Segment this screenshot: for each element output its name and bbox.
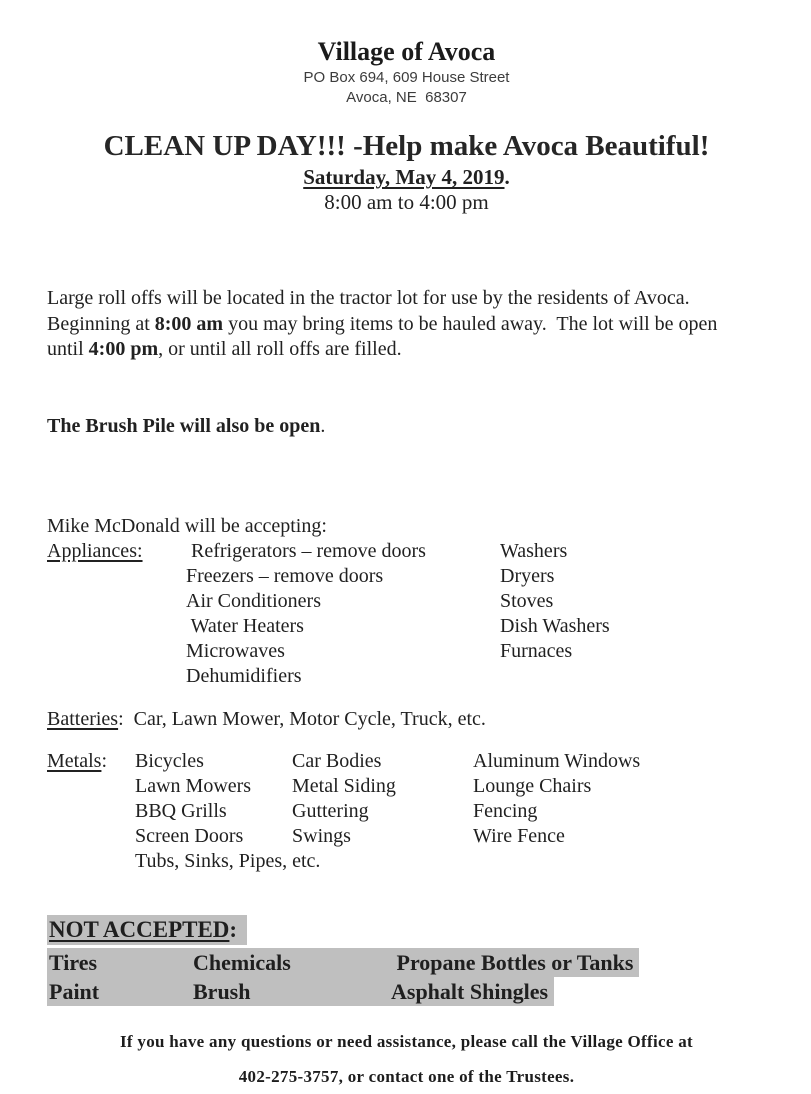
batteries-items: Car, Lawn Mower, Motor Cycle, Truck, etc. [123,708,486,730]
metal-item: Aluminum Windows [473,750,641,772]
spacer [47,849,135,874]
appliance-row [47,539,766,564]
appliance-item: Freezers – remove doors [186,565,384,587]
spacer [47,564,186,589]
footer-line-2: 402-275-3757, or contact one of the Trustees. [238,1067,575,1086]
appliance-item: Stoves [500,590,554,612]
appliances-label-text: Appliances: [47,540,143,562]
not-accepted-label: NOT ACCEPTED [49,917,230,942]
event-date-text: Saturday, May 4, 2019 [303,165,505,189]
not-accepted-item: Paint [49,979,100,1004]
spacer [47,589,186,614]
metals-row [47,749,766,774]
not-accepted-row [47,948,639,977]
spacer [47,639,186,664]
spacer [47,799,135,824]
appliance-item: Washers [500,540,568,562]
intro-seg1: Large roll offs will be located in the tractor lot for use by the residents of Avoca. Beginning at [47,287,700,335]
appliance-item: Water Heaters [186,615,304,637]
metal-item: Screen Doors [135,825,244,847]
intro-paragraph [47,235,749,490]
appliances-label [47,539,186,564]
batteries-colon: : [118,708,124,730]
appliance-row [47,639,766,664]
not-accepted-heading-row [47,915,766,948]
org-name: Village of Avoca [317,37,496,66]
intro-close-time: 4:00 pm [88,338,159,360]
intro-seg3: you may bring items to be hauled away. The lot will be open until [47,312,723,360]
appliance-row [47,589,766,614]
spacer [47,614,186,639]
footer-note [47,1024,766,1094]
metals-section [47,749,766,874]
spacer [47,664,186,689]
appliance-item: Air Conditioners [186,590,321,612]
metal-item: Lounge Chairs [473,775,592,797]
appliance-item: Refrigerators – remove doors [186,540,426,562]
metal-item: Lawn Mowers [135,775,252,797]
metals-row [47,774,766,799]
appliance-item: Dehumidifiers [186,665,302,687]
appliance-row [47,564,766,589]
metal-item: Wire Fence [473,825,565,847]
metal-item: Swings [292,825,351,847]
metals-row [47,849,766,874]
appliance-item: Furnaces [500,640,573,662]
brush-pile-text: The Brush Pile will also be open [47,414,321,437]
event-date-period: . [504,165,510,189]
intro-seg5: , or until all roll offs are filled. [158,338,402,360]
metal-item: Guttering [292,800,369,822]
metal-item: Bicycles [135,750,204,772]
appliance-item: Dish Washers [500,615,610,637]
event-title: CLEAN UP DAY!!! -Help make Avoca Beautiful! [103,130,710,162]
not-accepted-heading [47,915,247,945]
not-accepted-item: Brush [193,979,251,1004]
batteries-section [47,707,766,732]
letterhead [47,36,766,108]
not-accepted-item: Tires [49,950,98,975]
not-accepted-item: Chemicals [193,950,291,975]
not-accepted-item: Asphalt Shingles [391,979,549,1004]
not-accepted-row [47,977,554,1006]
spacer [47,824,135,849]
intro-open-time: 8:00 am [154,312,224,335]
appliance-item: Microwaves [186,640,285,662]
metal-item: Car Bodies [292,750,382,772]
metals-row [47,824,766,849]
spacer [47,774,135,799]
metals-row [47,799,766,824]
brush-pile-period: . [320,414,326,437]
metal-item: Fencing [473,800,538,822]
metals-label [47,749,135,774]
appliance-row [47,614,766,639]
not-accepted-item: Propane Bottles or Tanks [391,950,634,975]
not-accepted-colon: : [229,917,238,942]
metal-item: Tubs, Sinks, Pipes, etc. [135,850,321,872]
metal-item: BBQ Grills [135,800,227,822]
metal-item: Metal Siding [292,775,396,797]
metals-label-text: Metals [47,750,102,772]
intro-text [47,286,749,363]
address-line-2: Avoca, NE 68307 [346,89,467,106]
metal-item [292,849,473,874]
event-date [47,164,766,190]
footer-line-1: If you have any questions or need assistance, please call the Village Office at [119,1032,694,1051]
address-line-1: PO Box 694, 609 House Street [303,69,510,86]
metals-colon: : [101,750,107,772]
event-time: 8:00 am to 4:00 pm [324,190,489,214]
brush-pile-line [47,414,749,440]
appliances-section [47,539,766,689]
not-accepted-section [47,915,766,1006]
appliance-row [47,664,766,689]
accepting-intro: Mike McDonald will be accepting: [47,515,327,537]
appliance-item: Dryers [500,565,555,587]
batteries-label: Batteries [47,708,119,730]
